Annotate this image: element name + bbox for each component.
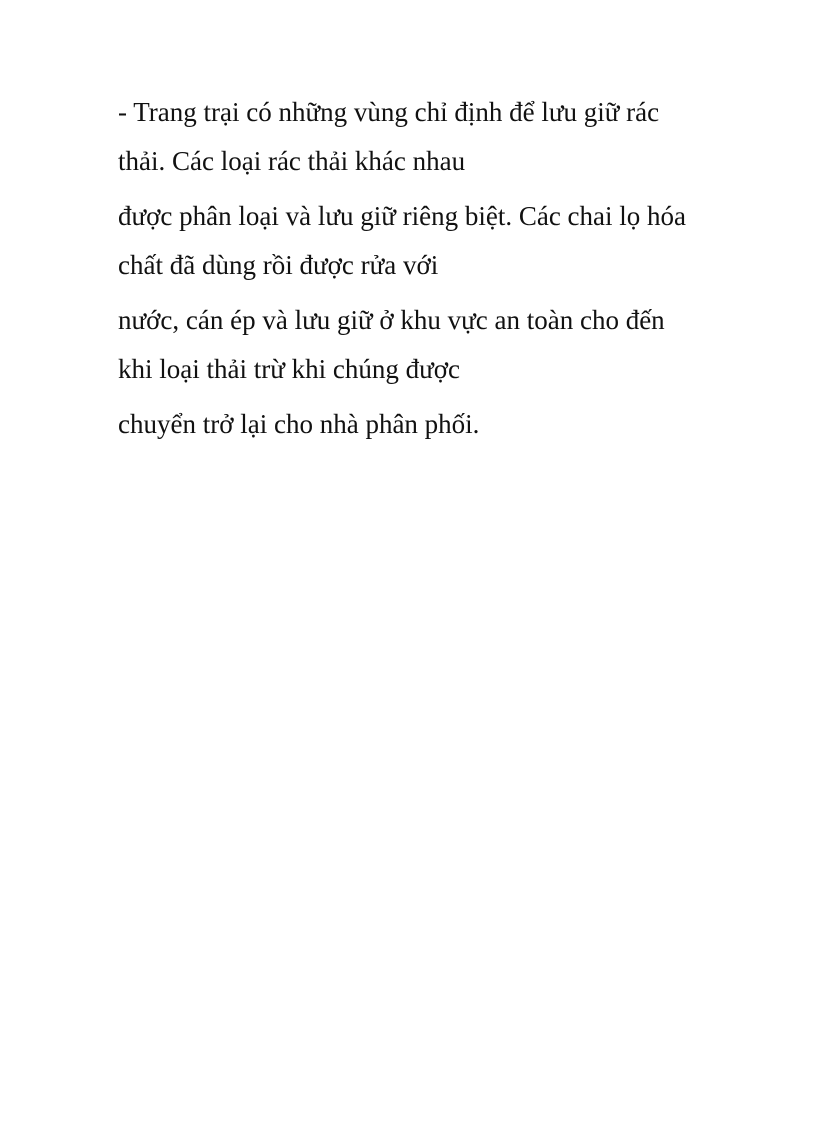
text-line: nước, cán ép và lưu giữ ở khu vực an toàn cho đến bbox=[118, 305, 665, 335]
text-line: khi loại thải trừ khi chúng được bbox=[118, 354, 460, 384]
text-line: thải. Các loại rác thải khác nhau bbox=[118, 146, 466, 176]
text-line: chuyển trở lại cho nhà phân phối. bbox=[118, 409, 480, 439]
body-text bbox=[118, 96, 758, 440]
text-line: - Trang trại có những vùng chỉ định để lưu giữ rác bbox=[118, 97, 660, 127]
text-line: chất đã dùng rồi được rửa với bbox=[118, 250, 439, 280]
text-line: được phân loại và lưu giữ riêng biệt. Các chai lọ hóa bbox=[118, 201, 687, 231]
